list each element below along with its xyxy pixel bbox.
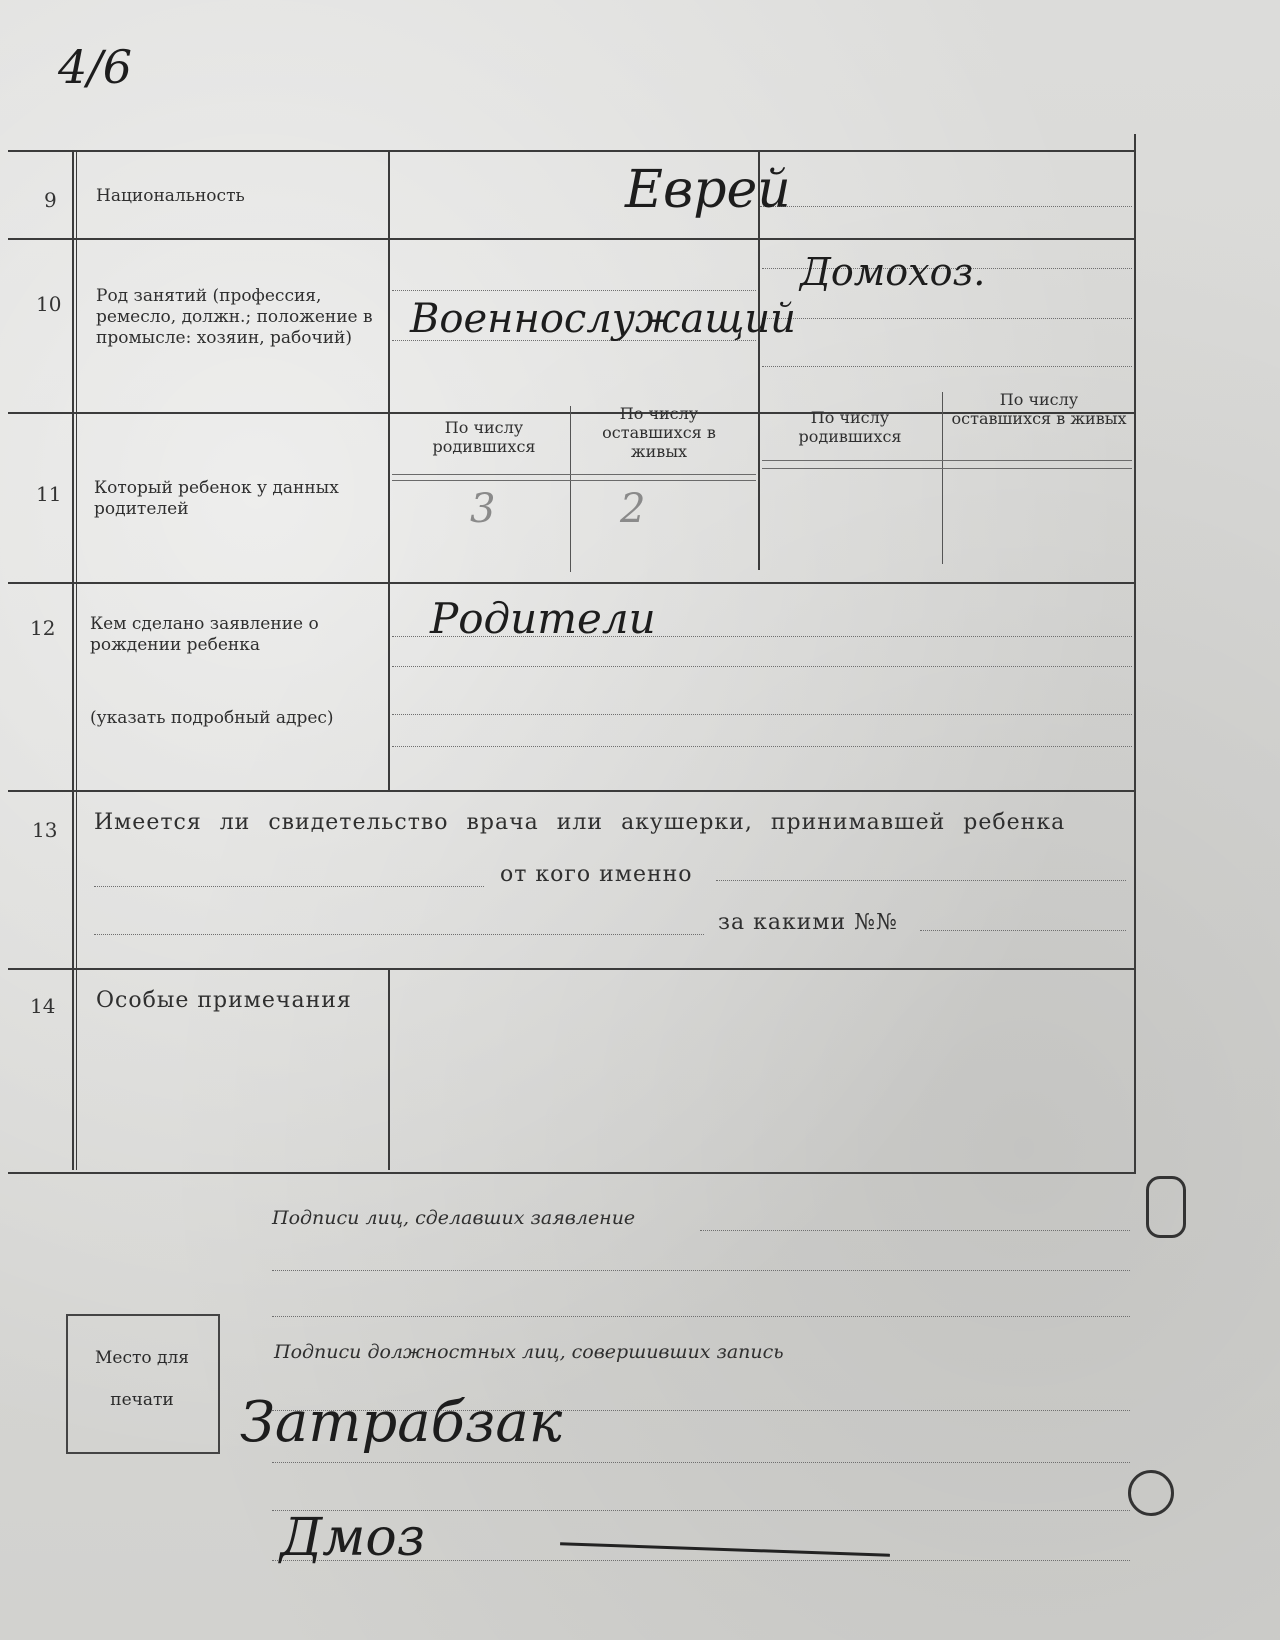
row-11-number: 11	[36, 482, 62, 506]
row-9-value: Еврей	[625, 160, 791, 220]
table-top-border	[8, 150, 1136, 152]
stamp-place-line2: печати	[110, 1390, 174, 1410]
row-11-value-alive: 2	[620, 486, 646, 532]
row-10-number: 10	[36, 292, 62, 316]
num-column-border	[72, 150, 74, 1170]
row-9-number: 9	[44, 188, 57, 212]
table-right-border	[1134, 134, 1136, 1174]
row-14-number: 14	[30, 994, 56, 1018]
row-11-head-father-born: По числу родившихся	[432, 418, 536, 456]
row-10-value-mother: Домохоз.	[800, 250, 986, 294]
stamp-place-line1: Место для	[94, 1348, 190, 1368]
row-10-value-father: Военнослужащий	[410, 296, 796, 342]
row-12-value: Родители	[430, 594, 656, 643]
row-13-question: Имеется ли свидетельство врача или акушерки, принимавшей ребенка	[94, 810, 1066, 835]
page-mark: 4/6	[58, 40, 133, 94]
binder-hole	[1146, 1176, 1186, 1238]
row-11-head-mother-alive: По числу оставшихся в живых	[951, 390, 1127, 428]
row-11-label: Который ребенок у данных родителей	[94, 478, 339, 519]
official-signature-1: Затрабзак	[240, 1390, 563, 1455]
row-13-number: 13	[32, 818, 58, 842]
label-column-border	[388, 150, 390, 790]
row-12-address-label: (указать подробный адрес)	[90, 708, 334, 728]
row-13-numbers-label: за какими №№	[718, 910, 898, 935]
row-9-label: Национальность	[96, 186, 245, 206]
row-11-head-father-alive: По числу оставшихся в живых	[602, 404, 716, 461]
official-signature-2-trail	[560, 1542, 890, 1557]
binder-hole-lower	[1128, 1470, 1174, 1516]
row-10-label: Род занятий (профессия, ремесло, должн.; положение в промысле: хозяин, рабочий)	[96, 286, 373, 348]
official-signature-2: Дмоз	[280, 1508, 426, 1568]
row-12-label: Кем сделано заявление о рождении ребенка	[90, 614, 319, 655]
row-11-head-mother-born: По числу родившихся	[798, 408, 902, 446]
row-14-label: Особые примечания	[96, 988, 352, 1013]
row-13-from-whom-label: от кого именно	[500, 862, 693, 887]
applicants-signatures-label: Подписи лиц, сделавших заявление	[272, 1207, 636, 1229]
row-12-number: 12	[30, 616, 56, 640]
officials-signatures-label: Подписи должностных лиц, совершивших запись	[274, 1341, 784, 1363]
row-11-value-born: 3	[470, 486, 496, 532]
